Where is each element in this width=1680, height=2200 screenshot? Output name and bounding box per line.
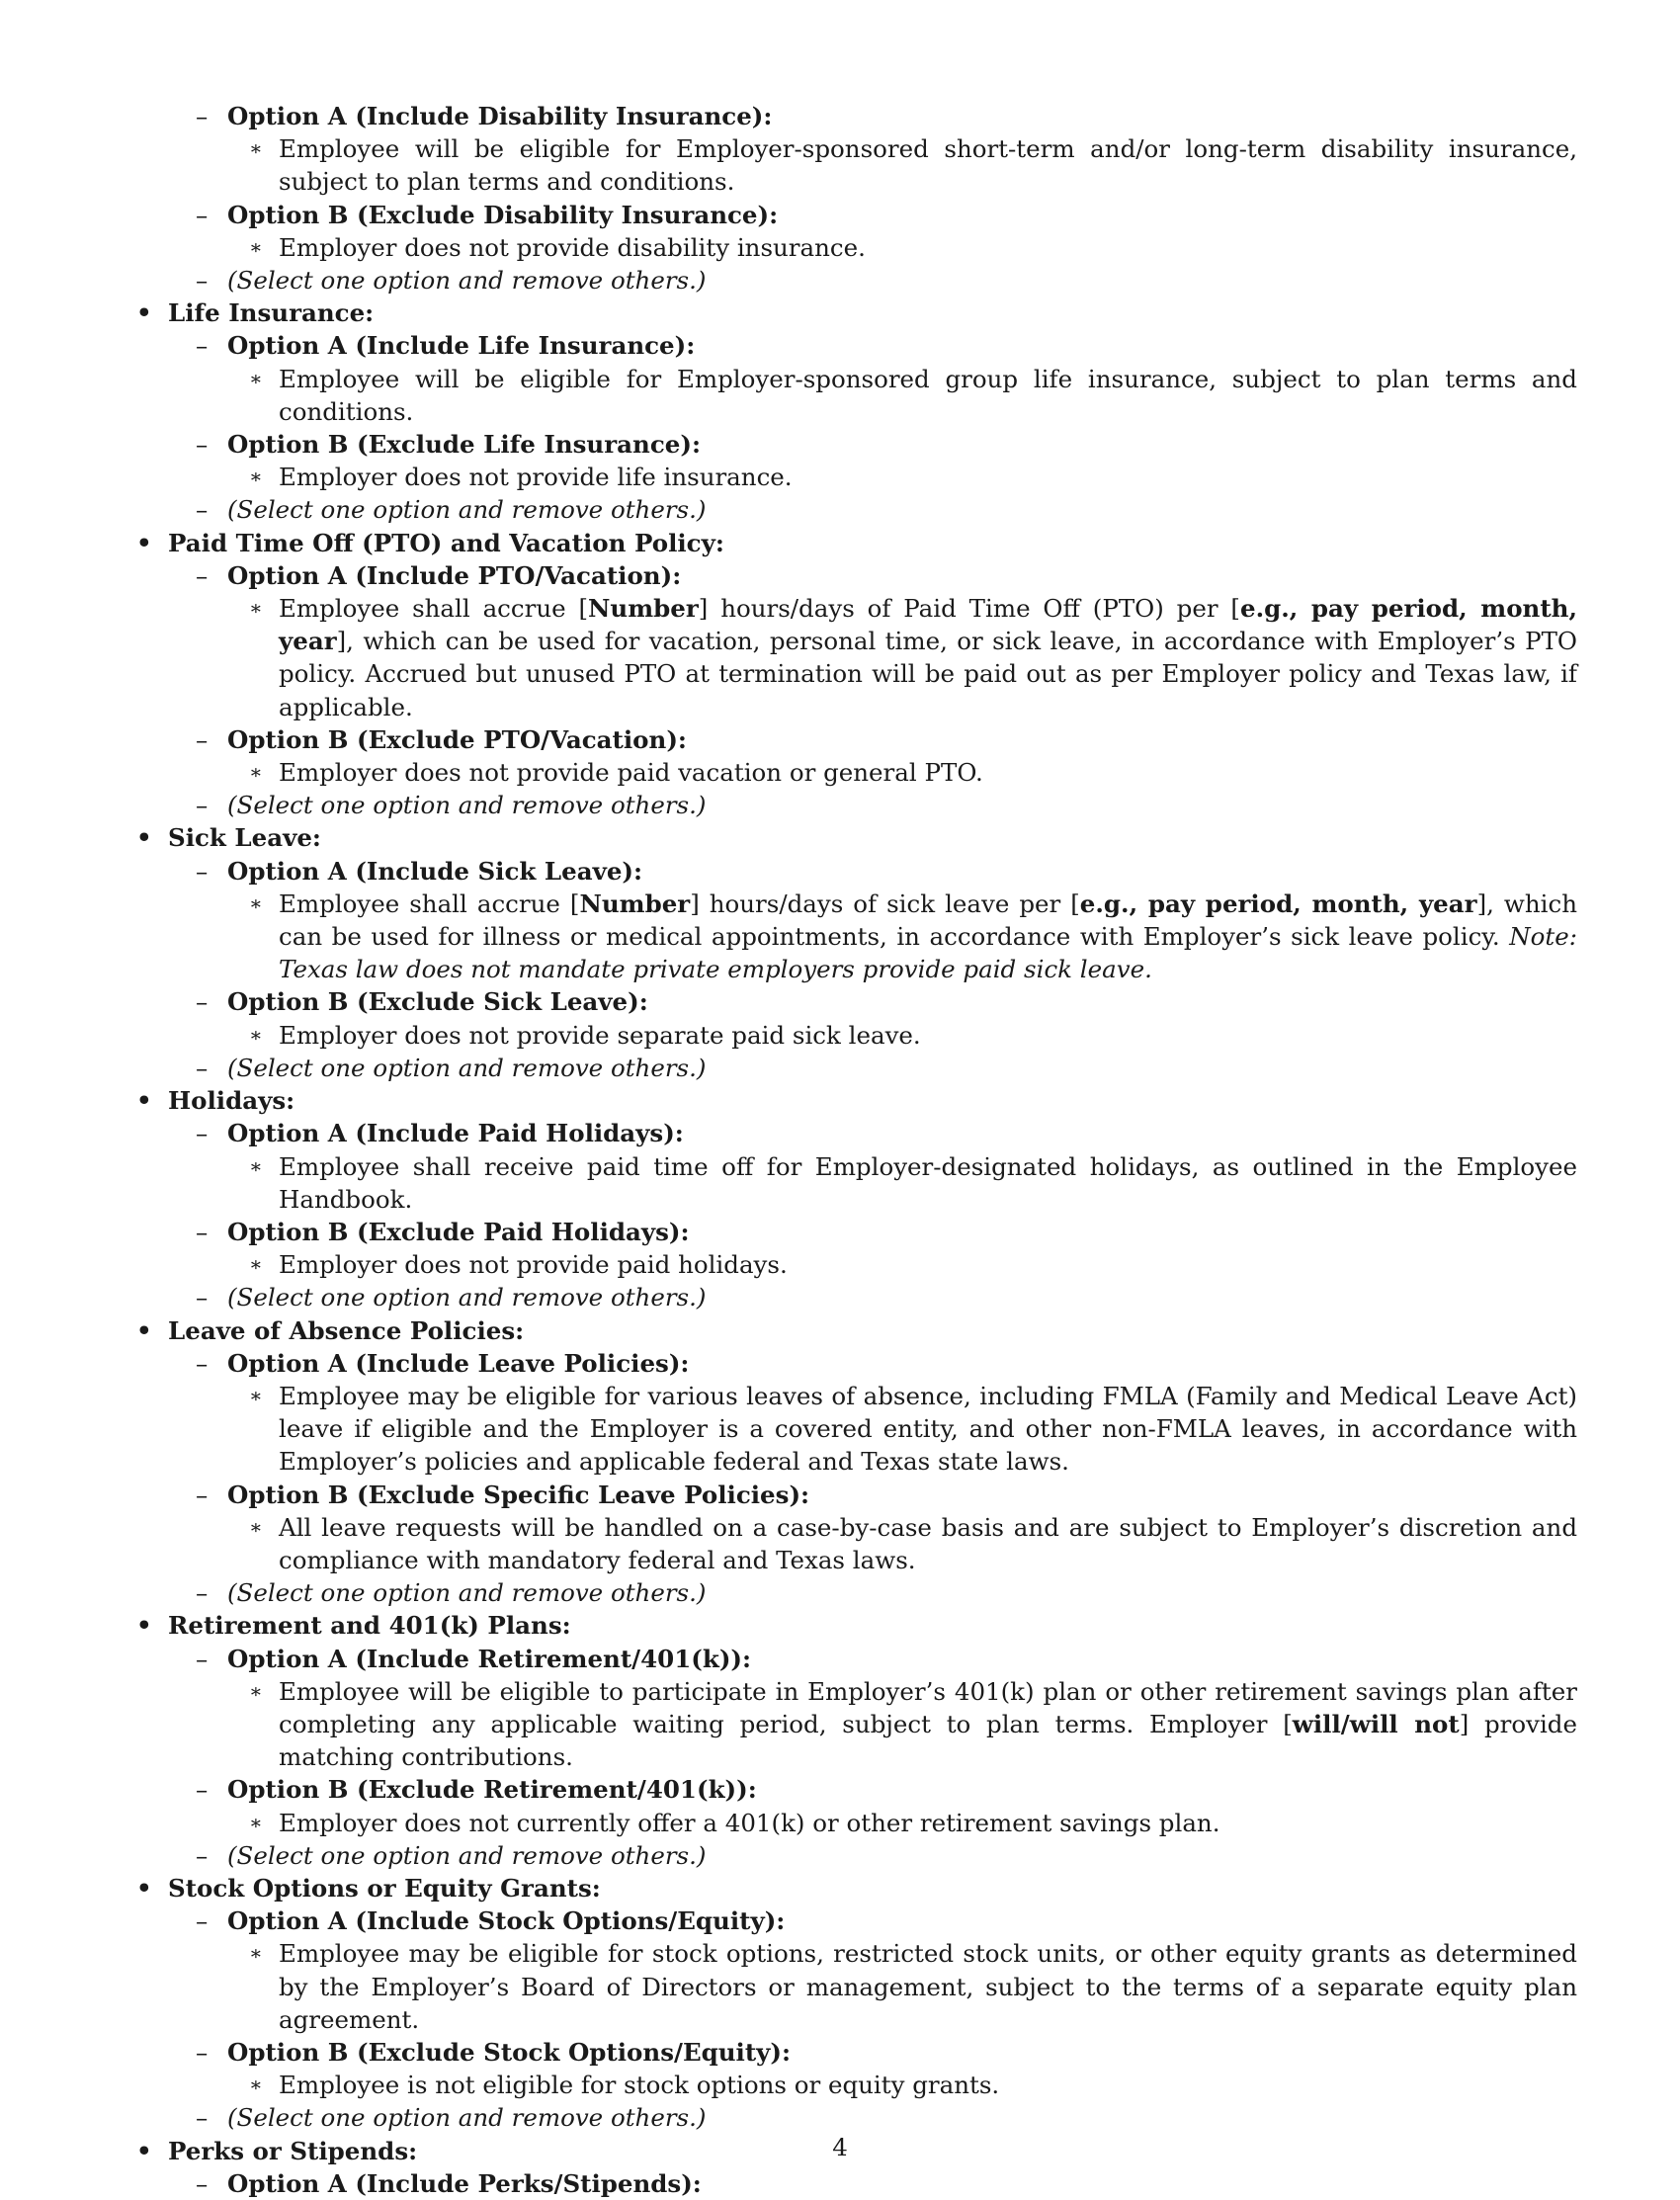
bullet-marker: • xyxy=(136,2136,152,2165)
text-run: Note: Texas law does not mandate private employers provide paid sick leave. xyxy=(279,922,1577,984)
section-heading xyxy=(134,1609,1577,1642)
option-detail xyxy=(134,1019,1577,1052)
dash-marker: – xyxy=(196,1283,209,1312)
section-heading xyxy=(134,527,1577,559)
option-item xyxy=(134,1216,1577,1248)
option-item xyxy=(134,1281,1577,1313)
text-run: Option B (Exclude Retirement/401(k)): xyxy=(227,1775,757,1805)
dash-marker: – xyxy=(196,266,209,296)
asterisk-marker: ∗ xyxy=(249,1678,263,1703)
asterisk-marker: ∗ xyxy=(249,234,263,259)
text-run: Employee shall receive paid time off for Employer-designated holidays, as outlined in the Employee Handbook. xyxy=(279,1151,1577,1214)
dash-marker: – xyxy=(196,560,209,590)
text-run: Option B (Exclude Life Insurance): xyxy=(227,430,701,460)
section-heading xyxy=(134,821,1577,854)
text-run: ] provide matching contributions. xyxy=(279,1709,1577,1772)
text-run: Retirement and 401(k) Plans: xyxy=(168,1611,571,1641)
text-run: (Select one option and remove others.) xyxy=(227,1578,707,1608)
text-run: ] hours/days of sick leave per [ xyxy=(690,888,1080,918)
dash-marker: – xyxy=(196,2037,209,2067)
text-run: e.g., pay period, month, year xyxy=(1079,888,1477,918)
dash-marker: – xyxy=(196,724,209,754)
text-run: Option A (Include Disability Insurance): xyxy=(227,102,773,130)
option-item xyxy=(134,1576,1577,1609)
option-item xyxy=(134,723,1577,756)
option-item xyxy=(134,1904,1577,1937)
asterisk-marker: ∗ xyxy=(249,1022,263,1047)
text-run: (Select one option and remove others.) xyxy=(227,791,707,820)
text-run: Option A (Include Life Insurance): xyxy=(227,331,696,361)
text-run: (Select one option and remove others.) xyxy=(227,266,707,296)
dash-marker: – xyxy=(196,1217,209,1246)
dash-marker: – xyxy=(196,1840,209,1870)
text-run: Leave of Absence Policies: xyxy=(168,1315,525,1345)
text-run: Option B (Exclude PTO/Vacation): xyxy=(227,724,687,754)
option-detail xyxy=(134,461,1577,493)
option-item xyxy=(134,789,1577,821)
text-run: Option A (Include Perks/Stipends): xyxy=(227,2168,702,2198)
bullet-marker: • xyxy=(136,1611,152,1641)
text-run: (Select one option and remove others.) xyxy=(227,495,707,525)
asterisk-marker: ∗ xyxy=(249,1153,263,1178)
asterisk-marker: ∗ xyxy=(249,465,263,489)
page-number: 4 xyxy=(832,2133,848,2161)
bullet-marker: • xyxy=(136,1873,152,1903)
text-run: Option B (Exclude Stock Options/Equity): xyxy=(227,2037,792,2067)
text-run: ] hours/days of Paid Time Off (PTO) per [ xyxy=(698,594,1240,624)
option-detail xyxy=(134,756,1577,789)
text-run: Employee shall accrue [ xyxy=(279,888,580,918)
text-run: ], which can be used for vacation, personal time, or sick leave, in accordance with Employer’s PTO policy. Accrued but unused PTO at termination will be paid out as per Employer policy and Texas law, if applicable. xyxy=(279,627,1577,721)
text-run: Option A (Include Retirement/401(k)): xyxy=(227,1644,752,1673)
text-run: Paid Time Off (PTO) and Vacation Policy: xyxy=(168,528,724,557)
text-run: Employer does not provide separate paid sick leave. xyxy=(279,1020,921,1050)
text-run: (Select one option and remove others.) xyxy=(227,1283,707,1312)
option-item xyxy=(134,264,1577,296)
text-run: Sick Leave: xyxy=(168,823,321,853)
option-item xyxy=(134,1052,1577,1084)
text-run: Option A (Include Leave Policies): xyxy=(227,1348,690,1378)
dash-marker: – xyxy=(196,1906,209,1936)
dash-marker: – xyxy=(196,495,209,525)
dash-marker: – xyxy=(196,2103,209,2133)
option-item xyxy=(134,985,1577,1018)
section-heading xyxy=(134,1872,1577,1904)
text-run: (Select one option and remove others.) xyxy=(227,1840,707,1870)
text-run: Employee will be eligible for Employer-sponsored short-term and/or long-term disability insurance, subject to plan terms and conditions. xyxy=(279,134,1577,197)
option-item xyxy=(134,1839,1577,1872)
dash-marker: – xyxy=(196,1775,209,1805)
dash-marker: – xyxy=(196,200,209,229)
option-item xyxy=(134,1643,1577,1675)
text-run: Option B (Exclude Specific Leave Policies): xyxy=(227,1480,810,1509)
text-run: Perks or Stipends: xyxy=(168,2136,418,2165)
text-run: Holidays: xyxy=(168,1086,295,1116)
option-detail xyxy=(134,1150,1577,1216)
text-run: Option B (Exclude Paid Holidays): xyxy=(227,1217,690,1246)
text-run: Employee may be eligible for various leaves of absence, including FMLA (Family and Medical Leave Act) leave if eligible and the Employer is a covered entity, and other non-FMLA leaves, in accordance with Employer’s policies and applicable federal and Texas state laws. xyxy=(279,1381,1577,1477)
dash-marker: – xyxy=(196,1119,209,1148)
dash-marker: – xyxy=(196,1053,209,1082)
asterisk-marker: ∗ xyxy=(249,2073,263,2097)
text-run: will/will not xyxy=(1292,1709,1460,1738)
asterisk-marker: ∗ xyxy=(249,1810,263,1834)
option-detail xyxy=(134,1511,1577,1576)
option-item xyxy=(134,2036,1577,2069)
option-detail xyxy=(134,2069,1577,2101)
asterisk-marker: ∗ xyxy=(249,1252,263,1277)
option-item xyxy=(134,1117,1577,1149)
dash-marker: – xyxy=(196,2168,209,2198)
text-run: Employer does not provide paid holidays. xyxy=(279,1250,788,1280)
option-detail xyxy=(134,1937,1577,2036)
text-run: Employer does not currently offer a 401(k) or other retirement savings plan. xyxy=(279,1808,1220,1837)
option-detail xyxy=(134,888,1577,986)
text-run: Employer does not provide disability insurance. xyxy=(279,232,866,262)
dash-marker: – xyxy=(196,102,209,130)
option-detail xyxy=(134,363,1577,428)
text-run: Employee shall accrue [ xyxy=(279,594,589,624)
text-run: Option B (Exclude Disability Insurance): xyxy=(227,200,779,229)
text-run: Option A (Include Sick Leave): xyxy=(227,856,643,886)
option-item xyxy=(134,2101,1577,2134)
option-item xyxy=(134,199,1577,231)
text-run: Option A (Include Stock Options/Equity): xyxy=(227,1906,786,1936)
dash-marker: – xyxy=(196,430,209,460)
option-item xyxy=(134,100,1577,132)
text-run: Option A (Include Paid Holidays): xyxy=(227,1119,684,1148)
text-run: Number xyxy=(579,888,691,918)
option-detail xyxy=(134,1675,1577,1774)
bullet-marker: • xyxy=(136,528,152,557)
section-heading xyxy=(134,296,1577,329)
text-run: Employee is not eligible for stock options or equity grants. xyxy=(279,2071,1000,2100)
option-item xyxy=(134,428,1577,461)
text-run: (Select one option and remove others.) xyxy=(227,1053,707,1082)
dash-marker: – xyxy=(196,331,209,361)
text-run: e.g., pay period, month, year xyxy=(279,594,1578,656)
document-body xyxy=(134,100,1577,2200)
bullet-marker: • xyxy=(136,823,152,853)
text-run: Option B (Exclude Sick Leave): xyxy=(227,987,648,1017)
section-heading xyxy=(134,1314,1577,1347)
option-item xyxy=(134,559,1577,592)
asterisk-marker: ∗ xyxy=(249,890,263,915)
dash-marker: – xyxy=(196,1480,209,1509)
dash-marker: – xyxy=(196,1578,209,1608)
text-run: Option A (Include PTO/Vacation): xyxy=(227,560,682,590)
option-item xyxy=(134,329,1577,362)
option-item xyxy=(134,855,1577,888)
text-run: Employer does not provide life insurance. xyxy=(279,463,793,492)
asterisk-marker: ∗ xyxy=(249,596,263,621)
asterisk-marker: ∗ xyxy=(249,760,263,785)
dash-marker: – xyxy=(196,791,209,820)
text-run: All leave requests will be handled on a case-by-case basis and are subject to Employer’s discretion and compliance with mandatory federal and Texas laws. xyxy=(279,1512,1577,1574)
asterisk-marker: ∗ xyxy=(249,1941,263,1966)
option-detail xyxy=(134,592,1577,723)
option-item xyxy=(134,1479,1577,1511)
dash-marker: – xyxy=(196,987,209,1017)
text-run: Employee may be eligible for stock options, restricted stock units, or other equity grants as determined by the Employer’s Board of Directors or management, subject to the terms of a separate equity plan agreement. xyxy=(279,1939,1577,2034)
option-detail xyxy=(134,1380,1577,1479)
option-item xyxy=(134,1773,1577,1806)
asterisk-marker: ∗ xyxy=(249,1383,263,1407)
bullet-marker: • xyxy=(136,1086,152,1116)
text-run: Employer does not provide paid vacation or general PTO. xyxy=(279,758,983,788)
option-detail xyxy=(134,1248,1577,1281)
text-run: ], which can be used for illness or medical appointments, in accordance with Employer’s sick leave policy. xyxy=(279,888,1577,952)
text-run: (Select one option and remove others.) xyxy=(227,2103,707,2133)
option-detail xyxy=(134,132,1577,198)
dash-marker: – xyxy=(196,1644,209,1673)
option-detail xyxy=(134,1807,1577,1839)
text-run: Stock Options or Equity Grants: xyxy=(168,1873,601,1903)
asterisk-marker: ∗ xyxy=(249,1514,263,1539)
option-item xyxy=(134,2167,1577,2200)
text-run: Life Insurance: xyxy=(168,298,375,328)
text-run: Employee will be eligible to participate in Employer’s 401(k) plan or other retirement savings plan after completing any applicable waiting period, subject to plan terms. Employer [ xyxy=(279,1676,1577,1738)
bullet-marker: • xyxy=(136,298,152,328)
option-detail xyxy=(134,231,1577,264)
section-heading xyxy=(134,1084,1577,1117)
text-run: Employee will be eligible for Employer-sponsored group life insurance, subject to plan terms and conditions. xyxy=(279,364,1577,426)
dash-marker: – xyxy=(196,856,209,886)
asterisk-marker: ∗ xyxy=(249,366,263,390)
asterisk-marker: ∗ xyxy=(249,136,263,161)
text-run: Number xyxy=(588,594,699,624)
bullet-marker: • xyxy=(136,1315,152,1345)
option-item xyxy=(134,1347,1577,1380)
option-item xyxy=(134,493,1577,526)
dash-marker: – xyxy=(196,1348,209,1378)
